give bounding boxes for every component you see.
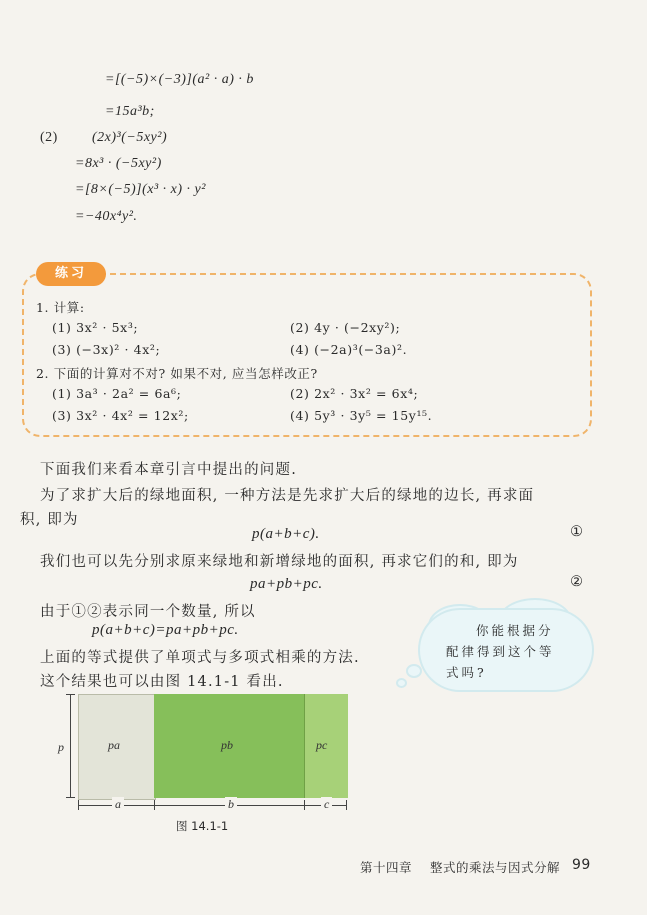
equation-3: p(a+b+c)=pa+pb+pc. (92, 622, 239, 638)
figure-label-pc: pc (316, 738, 328, 752)
body-paragraph-2a: 为了求扩大后的绿地面积, 一种方法是先求扩大后的绿地的边长, 再求面 (40, 488, 535, 504)
exercise-q1-item-1: (1) 3x² · 5x³; (52, 320, 139, 335)
body-paragraph-6: 这个结果也可以由图 14.1-1 看出. (40, 674, 284, 690)
cloud-line-1: 你能根据分 (476, 623, 554, 638)
dimension-tick (304, 800, 305, 810)
example-line-1: =[(−5)×(−3)](a² · a) · b (105, 72, 254, 87)
example-line-5: =[8×(−5)](x³ · x) · y² (75, 182, 206, 197)
dimension-tick (66, 797, 75, 798)
body-paragraph-4: 由于①②表示同一个数量, 所以 (40, 604, 256, 620)
example-line-2: =15a³b; (105, 104, 155, 119)
footer-chapter-title: 整式的乘法与因式分解 (430, 860, 561, 875)
exercise-q1-label: 1. 计算: (36, 300, 85, 315)
figure-label-pa: pa (108, 738, 120, 752)
dimension-tick (154, 800, 155, 810)
equation-2-number: ② (570, 574, 585, 590)
body-paragraph-5: 上面的等式提供了单项式与多项式相乘的方法. (40, 650, 360, 666)
exercise-q2-label: 2. 下面的计算对不对? 如果不对, 应当怎样改正? (36, 366, 318, 381)
example-line-3: (2x)³(−5xy²) (92, 130, 168, 145)
exercise-q2-item-1: (1) 3a³ · 2a² = 6a⁶; (52, 386, 182, 401)
exercise-tag: 练习 (36, 262, 106, 286)
body-paragraph-3: 我们也可以先分别求原来绿地和新增绿地的面积, 再求它们的和, 即为 (40, 554, 519, 570)
cloud-tail-bubble (408, 666, 420, 676)
exercise-q2-item-2: (2) 2x² · 3x² = 6x⁴; (290, 386, 419, 401)
figure-dim-b: b (225, 797, 237, 812)
exercise-q1-item-3: (3) (−3x)² · 4x²; (52, 342, 161, 357)
example-line-6: =−40x⁴y². (75, 209, 138, 224)
exercise-q2-item-4: (4) 5y³ · 3y⁵ = 15y¹⁵. (290, 408, 433, 423)
cloud-text (440, 620, 580, 683)
cloud-tail-bubble (398, 680, 405, 686)
cloud-line-3: 式吗? (446, 665, 487, 680)
exercise-q2-item-3: (3) 3x² · 4x² = 12x²; (52, 408, 189, 423)
figure-side-label-p: p (58, 738, 64, 757)
figure-label-pb: pb (221, 738, 233, 752)
cloud-line-2: 配律得到这个等 (446, 644, 555, 659)
dimension-tick (66, 694, 75, 695)
figure-dim-a: a (112, 797, 124, 812)
dimension-tick (346, 800, 347, 810)
dimension-line-p (70, 694, 71, 798)
figure-caption: 图 14.1-1 (176, 819, 229, 833)
dimension-tick (78, 800, 79, 810)
example-part-2-label: (2) (40, 130, 58, 145)
figure-dim-c: c (321, 797, 332, 812)
equation-2: pa+pb+pc. (250, 576, 323, 592)
body-paragraph-1: 下面我们来看本章引言中提出的问题. (40, 462, 298, 478)
exercise-q1-item-4: (4) (−2a)³(−3a)². (290, 342, 408, 357)
equation-1-number: ① (570, 524, 585, 540)
example-line-4: =8x³ · (−5xy²) (75, 156, 162, 171)
body-paragraph-2b: 积, 即为 (20, 512, 79, 528)
footer-chapter: 第十四章 (360, 860, 413, 875)
equation-1: p(a+b+c). (252, 526, 320, 542)
exercise-q1-item-2: (2) 4y · (−2xy²); (290, 320, 401, 335)
page-number: 99 (572, 857, 591, 873)
